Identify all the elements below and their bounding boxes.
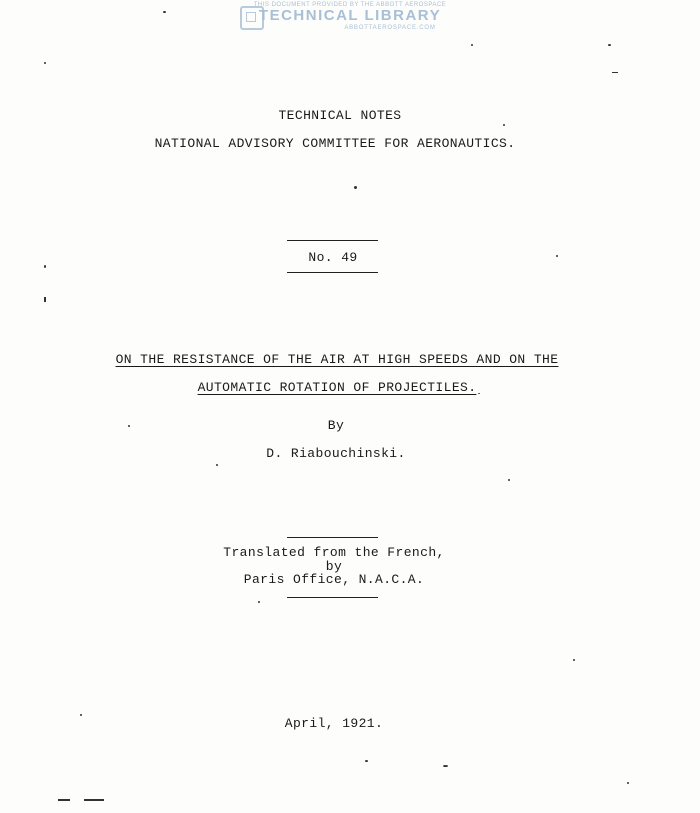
- author-name: D. Riabouchinski.: [266, 446, 406, 461]
- publication-date: April, 1921.: [284, 716, 384, 731]
- translation-rule-top: [287, 537, 378, 538]
- committee-name: NATIONAL ADVISORY COMMITTEE FOR AERONAUTICS.: [154, 136, 516, 151]
- number-rule-top: [287, 240, 378, 241]
- watermark-library: TECHNICAL LIBRARY: [258, 7, 442, 24]
- number-rule-bottom: [287, 272, 378, 273]
- watermark-provided-by: THIS DOCUMENT PROVIDED BY THE ABBOTT AEROSPACE: [253, 2, 447, 8]
- series-title: TECHNICAL NOTES: [278, 108, 402, 123]
- translation-rule-bottom: [287, 597, 378, 598]
- title-line-2: AUTOMATIC ROTATION OF PROJECTILES.: [197, 380, 477, 395]
- translation-line-2: by: [325, 559, 343, 574]
- translation-line-3: Paris Office, N.A.C.A.: [243, 572, 425, 587]
- watermark-site: ABBOTTAEROSPACE.COM: [344, 25, 436, 31]
- translation-line-1: Translated from the French,: [223, 545, 445, 560]
- title-line-1: ON THE RESISTANCE OF THE AIR AT HIGH SPEEDS AND ON THE: [115, 352, 559, 367]
- note-number: No. 49: [308, 250, 358, 265]
- by-label: By: [327, 418, 345, 433]
